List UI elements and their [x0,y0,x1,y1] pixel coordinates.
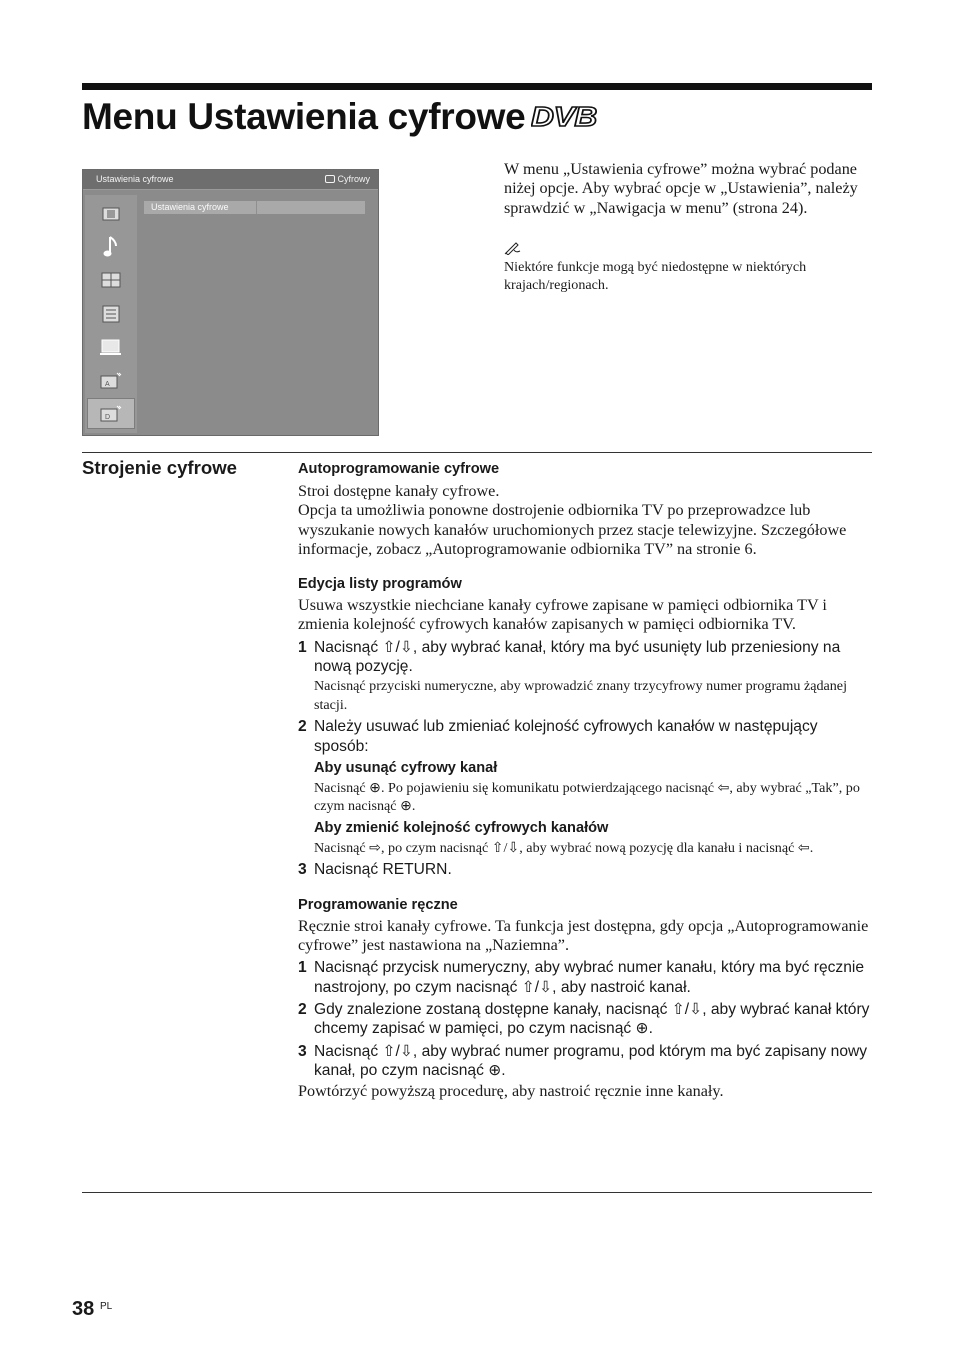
delete-text: Nacisnąć ⊕. Po pojawieniu się komunikatu potwierdzającego nacisnąć ⇦, aby wybrać „Tak”, po czym nacisnąć ⊕. [314,779,860,815]
tv-mode-indicator: Cyfrowy [325,174,370,184]
manual-text: Ręcznie stroi kanały cyfrowe. Ta funkcja jest dostępna, gdy opcja „Autoprogramowanie cyfrowe” jest nastawiona na „Naziemna”. [298,916,869,955]
section-title: Strojenie cyfrowe [82,457,237,478]
edit-step-1-note: Nacisnąć przyciski numeryczne, aby wprowadzić znany trzycyfrowy numer programu żądanej stacji. [314,678,847,713]
dvb-logo-icon [531,103,599,129]
digital-setup-icon [87,398,135,429]
screen-layout-icon [87,264,135,295]
manual-step-3: 3 Nacisnąć ⇧/⇩, aby wybrać numer programu, pod którym ma być zapisany nowy kanał, po czym nacisnąć ⊕. [298,1042,868,1079]
auto-heading: Autoprogramowanie cyfrowe [298,461,500,477]
note-pencil-icon [504,241,522,255]
tv-menu-title: Ustawienia cyfrowe [96,174,174,184]
settings-list-icon [87,298,135,329]
svg-text:A: A [105,380,110,388]
manual-step-2: 2 Gdy znalezione zostaną dostępne kanały, nacisnąć ⇧/⇩, aby wybrać kanał który chcemy zapisać w pamięci, po czym nacisnąć ⊕. [298,1000,870,1038]
picture-icon [87,198,135,229]
reorder-heading: Aby zmienić kolejność cyfrowych kanałów [314,819,609,836]
edit-step-2: 2 Należy usuwać lub zmieniać kolejność cyfrowych kanałów w następujący sposób: [298,718,818,755]
tv-menu-selected-item: Ustawienia cyfrowe [144,201,365,214]
music-note-icon [87,231,135,262]
analog-setup-icon [87,365,135,396]
tv-menu-screenshot [82,169,379,436]
page-number: 38 [72,1298,95,1320]
reorder-text: Nacisnąć ⇨, po czym nacisnąć ⇧/⇩, aby wybrać nową pozycję dla kanału i nacisnąć ⇦. [314,839,814,856]
edit-step-3: 3 Nacisnąć RETURN. [298,861,452,879]
tv-mode-icon [325,175,335,183]
page-language: PL [100,1301,113,1312]
edit-heading: Edycja listy programów [298,576,462,593]
note-text: Niektóre funkcje mogą być niedostępne w niektórych krajach/regionach. [504,259,807,293]
tv-menu-sidebar [85,195,137,433]
svg-text:DVB: DVB [531,103,598,130]
manual-step-1: 1 Nacisnąć przycisk numeryczny, aby wybrać numer kanału, który ma być ręcznie nastrojony, po czym nacisnąć ⇧/⇩, aby nastroić kanał. [298,959,865,996]
svg-text:D: D [105,413,111,421]
manual-heading: Programowanie ręczne [298,896,458,913]
intro-text: W menu „Ustawienia cyfrowe” można wybrać podane niżej opcje. Aby wybrać opcje w „Ustawienia”, należy sprawdzić w „Nawigacja w menu” (strona 24). [504,160,858,217]
edit-text: Usuwa wszystkie niechciane kanały cyfrowe zapisane w pamięci odbiornika TV i zmienia kolejność cyfrowych kanałów zapisanych w pamięci odbiornika TV. [298,596,827,634]
auto-text: Stroi dostępne kanały cyfrowe. Opcja ta umożliwia ponowne dostrojenie odbiornika TV po przeprowadzce lub wyszukanie nowych kanałów uruchomionych przez stacje telewizyjne. Szczegółowe informacje, zobacz „Autoprogramowanie odbiornika TV” na stronie 6. [298,482,847,558]
section-content [298,460,875,1101]
tv-menu-header [83,170,378,190]
bottom-rule [82,1192,872,1193]
edit-step-1: 1 Nacisnąć ⇧/⇩, aby wybrać kanał, który ma być usunięty lub przeniesiony na nową pozycję. [298,638,841,676]
pc-monitor-icon [87,332,135,363]
manual-footer: Powtórzyć powyższą procedurę, aby nastroić ręcznie inne kanały. [298,1082,724,1101]
delete-heading: Aby usunąć cyfrowy kanał [314,759,498,776]
page-title: Menu Ustawienia cyfrowe DVB [82,96,598,137]
section-divider [82,452,872,453]
title-rule [82,83,872,90]
